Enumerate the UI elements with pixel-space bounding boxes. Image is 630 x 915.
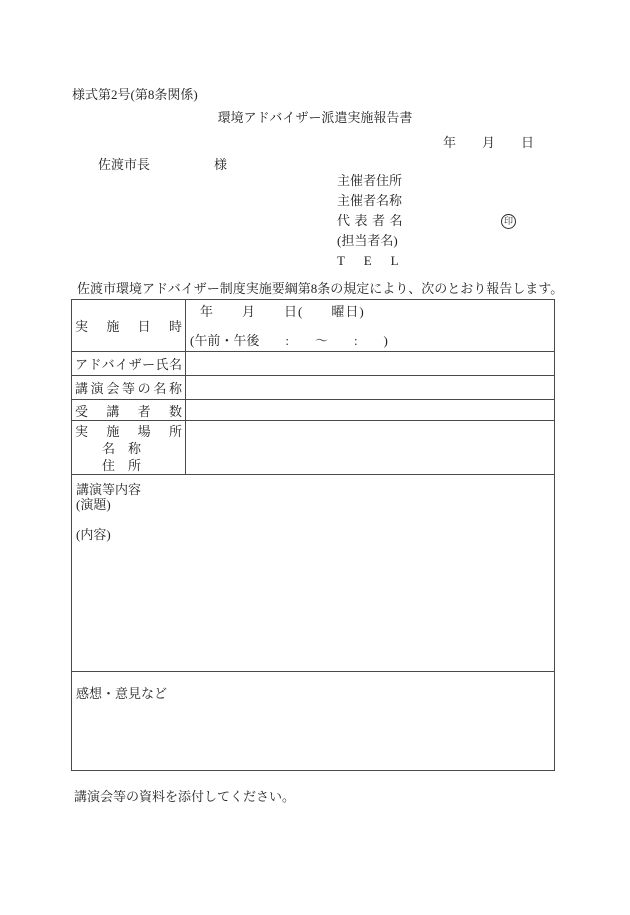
row-lecture-content <box>72 475 555 672</box>
row-lecture-name <box>72 376 555 400</box>
attendees-label: 受講者数 <box>75 403 182 419</box>
row-place <box>72 421 555 475</box>
datetime-label: 実施日時 <box>75 319 182 334</box>
organizer-address-label: 主催者住所 <box>337 173 403 188</box>
row-impressions <box>72 672 555 771</box>
representative-name-label: 代表者名 <box>337 213 408 228</box>
place-label-cell <box>72 421 186 475</box>
tel-label: T E L <box>337 253 402 268</box>
place-field-cell <box>186 421 555 475</box>
lecture-theme-sublabel: (演題) <box>76 497 111 512</box>
lecture-name-field-cell <box>186 376 555 400</box>
intro-sentence: 佐渡市環境アドバイザー制度実施要綱第8条の規定により、次のとおり報告します。 <box>77 281 564 296</box>
place-name-sublabel: 名 称 <box>102 441 142 456</box>
contact-person-label: (担当者名) <box>337 233 398 248</box>
addressee-honorific: 様 <box>214 157 228 172</box>
addressee: 佐渡市長 <box>98 157 151 172</box>
datetime-time-template: (午前・午後 : 〜 : ) <box>190 333 388 348</box>
row-attendees <box>72 400 555 421</box>
advisor-name-label: アドバイザー氏名 <box>75 357 182 372</box>
report-form-table <box>71 299 555 771</box>
attendees-field-cell <box>186 400 555 421</box>
organizer-name-label: 主催者名称 <box>337 193 403 208</box>
footer-note: 講演会等の資料を添付してください。 <box>74 789 296 804</box>
impressions-label: 感想・意見など <box>76 686 168 701</box>
sender-block <box>337 171 407 271</box>
datetime-date-template: 年 月 日( 曜日) <box>200 304 365 319</box>
row-datetime <box>72 300 555 352</box>
place-address-sublabel: 住 所 <box>102 458 142 473</box>
addressee-line <box>98 154 227 173</box>
form-number: 様式第2号(第8条関係) <box>72 87 198 102</box>
lecture-name-label: 講演会等の名称 <box>75 381 182 396</box>
place-label: 実施場所 <box>75 424 182 439</box>
row-advisor-name <box>72 352 555 376</box>
datetime-label-cell <box>72 300 186 352</box>
advisor-name-label-cell <box>72 352 186 376</box>
impressions-cell <box>72 672 555 771</box>
seal-stamp-icon <box>501 214 516 229</box>
page-title: 環境アドバイザー派遣実施報告書 <box>217 110 413 125</box>
lecture-name-label-cell <box>72 376 186 400</box>
lecture-content-cell <box>72 475 555 672</box>
attendees-label-cell <box>72 400 186 421</box>
lecture-detail-sublabel: (内容) <box>76 527 111 542</box>
date-line: 年 月 日 <box>443 135 535 150</box>
lecture-content-label: 講演等内容 <box>76 482 142 497</box>
advisor-name-field-cell <box>186 352 555 376</box>
datetime-field-cell <box>186 300 555 352</box>
seal-character: 印 <box>503 216 513 226</box>
